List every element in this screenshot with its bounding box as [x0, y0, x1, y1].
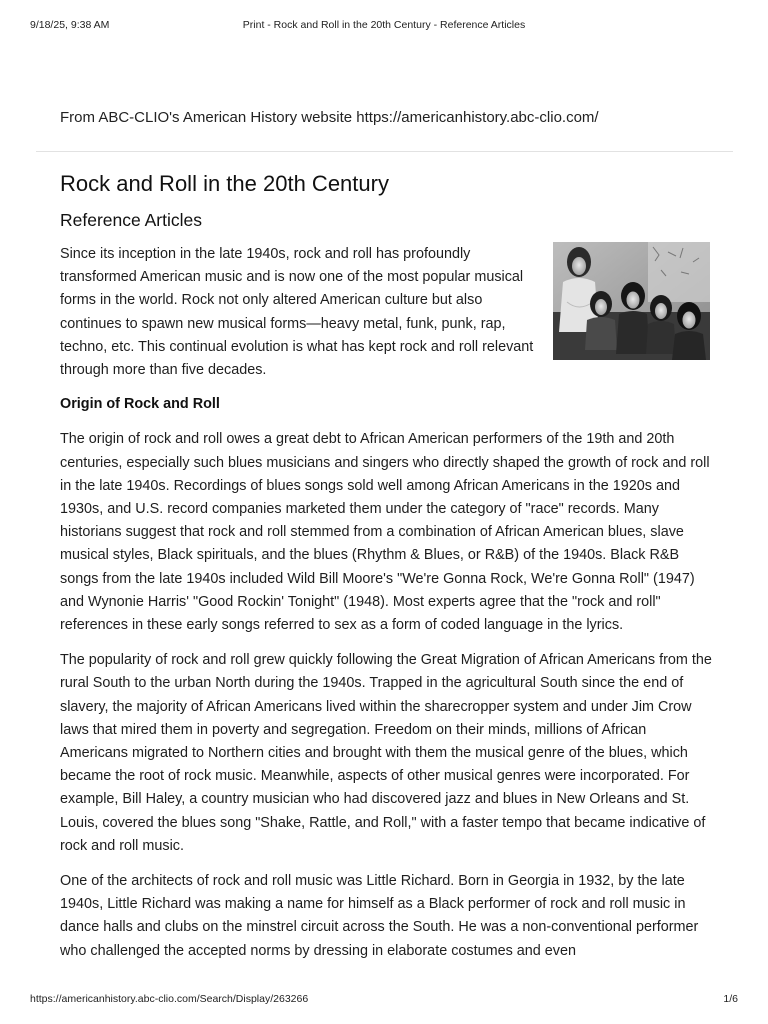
- body-paragraph: The origin of rock and roll owes a great debt to African American performers of the 19th and 20th centuries, especially such blues musicians and singers who directly shaped the growth of rock and roll in the late 1940s. Recordings of blues songs sold well among African Americans in the 1920s and 1930s, and U.S. record companies marketed them under the category of "race" records. Many historians suggest that rock and roll stemmed from a combination of African American blues, slave musical styles, Black spirituals, and the blues (Rhythm & Blues, or R&B) of the 1940s. Black R&B songs from the late 1940s included Wild Bill Moore's "We're Gonna Rock, We're Gonna Roll" (1947) and Wynonie Harris' "Good Rockin' Tonight" (1948). Most experts agree that the "rock and roll" references in these early songs referred to sex as a form of coded language in the lyrics.: [60, 431, 710, 634]
- band-photo: [553, 242, 710, 360]
- section-heading: Origin of Rock and Roll: [60, 396, 220, 413]
- print-page-title: Print - Rock and Roll in the 20th Century - Reference Articles: [242, 19, 526, 31]
- article: [60, 168, 712, 963]
- source-line: From ABC-CLIO's American History website https://americanhistory.abc-clio.com/: [60, 109, 599, 126]
- divider: [36, 151, 733, 152]
- body-paragraph: The popularity of rock and roll grew quickly following the Great Migration of African Americans from the rural South to the urban North during the 1940s. Trapped in the agricultural South since the end of slavery, the majority of African Americans lived within the sharecropper system and under Jim Crow laws that mired them in poverty and segregation. Freedom on their minds, millions of African Americans migrated to Northern cities and brought with them the musical genre of the blues, which became the root of rock music. Meanwhile, aspects of other musical genres were incorporated. For example, Bill Haley, a country musician who had discovered jazz and blues in New Orleans and St. Louis, covered the blues song "Shake, Rattle, and Roll," with a faster tempo that became indicative of rock and roll music.: [60, 652, 712, 854]
- article-title: Rock and Roll in the 20th Century: [60, 171, 389, 196]
- article-subtitle: Reference Articles: [60, 210, 203, 230]
- intro-paragraph: Since its inception in the late 1940s, rock and roll has profoundly transformed American music and is now one of the most popular musical forms in the world. Rock not only altered American culture but also continues to spawn new musical forms—heavy metal, funk, punk, rap, techno, etc. This continual evolution is what has kept rock and roll relevant through more than five decades.: [60, 246, 534, 379]
- print-footer-url: https://americanhistory.abc-clio.com/Search/Display/263266: [30, 993, 309, 1005]
- intro-block: [60, 243, 712, 382]
- body-paragraph: One of the architects of rock and roll music was Little Richard. Born in Georgia in 1932, by the late 1940s, Little Richard was making a name for himself as a Black performer of rock and roll music in dance halls and clubs on the minstrel circuit across the South. He was a non-conventional performer who challenged the accepted norms by dressing in elaborate costumes and even: [60, 873, 699, 959]
- print-datetime: 9/18/25, 9:38 AM: [30, 19, 110, 31]
- page-number: 1/6: [723, 993, 738, 1005]
